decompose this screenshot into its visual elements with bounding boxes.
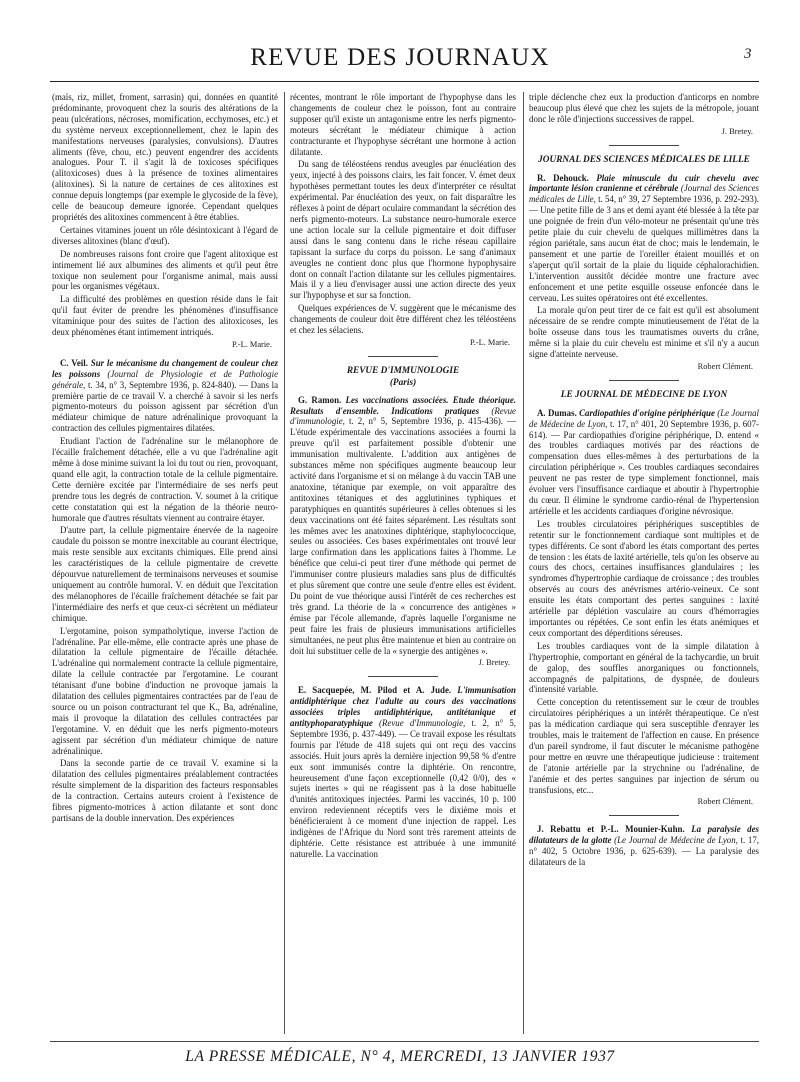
signature: P.-L. Marie.: [469, 337, 510, 347]
column-right: [529, 92, 759, 1037]
article-body: t. 2, n° 5, Septembre 1936, p. 437-449). — Ce travail expose les résultats fournis par l'étude de 418 sujets qui ont reçu des vaccins associés. Huit jours après la dernière injection 99,58 % d'entre eux sont immunisés contre la diphtérie. On rencontre, heureusement d'une façon exceptionnelle (0,42 0/0), des « sujets inertes » qui ne réagissent pas à la dose habituelle d'unités antitoxiques injectées. Parmi les vaccinés, 10 p. 100 environ redeviennent réceptifs vers le dixième mois et bénéficieraient à ce moment d'une injection de rappel. Les indigènes de l'Afrique du Nord sont très rarement atteints de diphtérie. Cette résistance est attribuée à une immunité naturelle. La vaccination: [290, 718, 516, 859]
paragraph: Cette conception du retentissement sur le cœur de troubles circulatoires périphériques a un intérêt thérapeutique. Ce n'est pas la médication cardiaque qui sera susceptible d'enrayer les troubles, mais le traitement de l'affection en cause. En présence d'un pareil syndrome, il faut discuter le mécanisme pathogène pour mettre en œuvre une thérapeutique judicieuse : traitement de l'atonie artérielle par la strychnine ou l'adrénaline, de l'anémie et des pertes sanguines par injection de sérum ou transfusions, etc...: [529, 697, 759, 795]
article-reference: (Le Journal de Médecine de Lyon,: [529, 407, 759, 429]
section-subheading: (Paris): [389, 377, 417, 388]
article-author: C. Veil.: [60, 357, 88, 368]
signature: J. Bretey.: [478, 658, 510, 668]
article-reference: (Journal de Physiologie et de Pathologie générale,: [52, 368, 278, 390]
section-rule: [609, 380, 679, 381]
article-veil: [52, 358, 278, 434]
article-author: A. Dumas.: [537, 407, 577, 418]
article-rebattu: [529, 824, 759, 868]
article-body: t. 17, n° 402, 5 Octobre 1936, p. 625-639). — La paralysie des dilatateurs de la: [529, 835, 759, 868]
paragraph: Les troubles cardiaques vont de la simple dilatation à l'hypertrophie, comportant en général de la tachycardie, un bruit de galop, des souffles anorganiques ou fonctionnels, accompagnés de palpitations, de dyspnée, de douleurs d'intensité variable.: [529, 640, 759, 695]
section-rule: [609, 145, 679, 146]
paragraph: La morale qu'on peut tirer de ce fait est qu'il est absolument nécessaire de se rendre compte minutieusement de l'état de la boîte osseuse dans tous les traumatismes ouverts du crâne, même si la plaie du cuir chevelu est minime et s'il n'y a aucun signe d'atteinte nerveuse.: [529, 305, 759, 360]
article-title: Sur le mécanisme du changement de couleur chez les poissons: [52, 357, 278, 379]
signature: Robert Clément.: [697, 797, 753, 807]
paragraph: Quelques expériences de V. suggèrent que le mécanisme des changements de couleur doit être différent chez les téléostéens et chez les sélaciens.: [290, 303, 516, 336]
article-title: L'immunisation antidiphtérique chez l'adulte au cours des vaccinations associées triples antidiphtérique, antitétanique et antityphoparatyphique: [290, 685, 516, 729]
column-divider-1: [284, 92, 285, 1034]
paragraph: triple déclenche chez eux la production d'anticorps en nombre beaucoup plus élevé que chez les sujets de la métropole, jouant donc le rôle d'injections successives de rappel.: [529, 92, 759, 124]
article-author: J. Rebattu et P.-L. Mounier-Kuhn.: [537, 824, 685, 835]
article-dumas: [529, 408, 759, 517]
section-heading: JOURNAL DES SCIENCES MÉDICALES DE LILLE: [538, 154, 750, 165]
article-body: t. 2, n° 5, Septembre 1936, p. 415-436). — L'étude expérimentale des vaccinations associées a fourni la preuve qu'il est parfaitement possible d'obtenir une immunisation multivalente. L'addition aux antigènes de substances même non spécifiques augmente beaucoup leur activité dans l'organisme et si on mélange à du vaccin TAB une anatoxine, tétanique par exemple, on voit apparaître des antitoxines tétaniques et des agglutinines typhiques et paratyphiques en quantités supérieures à celles obtenues si les deux vaccinations ont été faites séparément. Les résultats sont les mêmes avec les anatoxines diphtérique, staphylococcique, seules ou associées. Ces bases expérimentales ont trouvé leur large confirmation dans les applications faites à l'homme. Le bénéfice que celui-ci peut tirer d'une méthode qui permet de l'immuniser contre plusieurs maladies sans plus de difficultés et plus sûrement que contre une seule d'entre elles est évident. Du point de vue théorique aussi l'intérêt de ces recherches est très grand. La théorie de la « concurrence des antigènes » émise par l'école allemande, d'après laquelle l'organisme ne peut faire les frais de plusieurs immunisations artificielles simultanées, ne peut plus être maintenue et bien au contraire on doit lui substituer celle de la « synergie des antigènes ».: [290, 416, 516, 656]
article-dehouck: [529, 173, 759, 304]
footer-publication-line: LA PRESSE MÉDICALE, N° 4, MERCREDI, 13 JANVIER 1937: [185, 1048, 615, 1065]
running-title: REVUE DES JOURNAUX: [250, 44, 550, 71]
article-body: t. 17, n° 401, 20 Septembre 1936, p. 607-614). — Par cardiopathies d'origine périphérique, D. entend « des troubles cardiaques motivés par des réactions de compensation dues elles-mêmes à des perturbations de la circulation périphérique ». Ces troubles cardiaques secondaires peuvent ne pas rester de type simplement fonctionnel, mais évoluer vers l'insuffisance cardiaque et aboutir à l'hypertrophie du cœur. Il élimine le syndrome cardio-rénal de l'hypertension artérielle et les accidents cardiaques d'origine névrosique.: [529, 418, 759, 516]
article-title: Cardiopathies d'origine périphérique: [579, 407, 715, 418]
signature: P.-L. Marie.: [231, 339, 272, 349]
footer-rule: [50, 1041, 759, 1042]
article-title: La paralysie des dilatateurs de la glotte: [529, 824, 759, 846]
article-title: Plaie minuscule du cuir chevelu avec importante lésion cranienne et cérébrale: [529, 172, 759, 194]
paragraph: Dans la seconde partie de ce travail V. examine si la dilatation des cellules pigmentaires préalablement contractées résulte simplement de la disparition des facteurs responsables de la contraction. Certains auteurs croient à l'existence de fibres pigmento-motrices à action dilatante et sont donc partisans de la double innervation. Des expériences: [52, 758, 278, 823]
article-reference: (Revue d'Immunologie,: [379, 718, 466, 729]
section-rule: [609, 815, 679, 816]
paragraph: D'autre part, la cellule pigmentaire énervée de la nageoire caudale du poisson se montre inexcitable au courant électrique, mais reste sensible aux excitants chimiques. Elle prend ainsi les caractéristiques de la cellule pigmentaire de crevette dépourvue naturellement de terminaisons nerveuses et soumise uniquement au contrôle humoral. V. en déduit que l'excitation des mélanophores de l'écaille fraîchement détachée se fait par l'intermédiaire des nerfs et que ceux-ci sécrètent un médiateur chimique.: [52, 525, 278, 623]
column-middle: [290, 92, 516, 1037]
article-reference: (Le Journal de Médecine de Lyon,: [614, 835, 738, 846]
column-divider-2: [523, 92, 524, 1034]
column-left: [52, 92, 278, 1037]
paragraph: L'ergotamine, poison sympatholytique, inverse l'action de l'adrénaline. Par elle-même, elle contracte après une phase de dilatation la cellule pigmentaire de l'écaille détachée. L'adrénaline qui normalement contracte la cellule pigmentaire, dilate la cellule contractée par l'ergotamine. Le courant tétanisant d'une bobine d'induction ne provoque jamais la dilatation des cellules pigmentaires contractées par de l'eau de source ou un poison contracturant tel que K., Ba, adrénaline, mais il provoque la dilatation des cellules contractées par l'ergotamine. V. en déduit que les nerfs pigmento-moteurs agissent par sécrétion d'un médiateur chimique de nature adrénalinique.: [52, 625, 278, 756]
paragraph: Certaines vitamines jouent un rôle désintoxicant à l'égard de diverses alitoxines (blanc d'œuf).: [52, 224, 278, 246]
article-reference: (Revue d'immunologie,: [290, 405, 516, 427]
section-rule: [368, 356, 438, 357]
page-number: 3: [744, 46, 752, 62]
article-title: Les vaccinations associées. Etude théorique. Resultats d'ensemble. Indications pratiques: [290, 394, 516, 416]
article-sacquepee: [290, 685, 516, 860]
article-author: G. Ramon.: [298, 394, 342, 405]
article-reference: (Journal des Sciences médicales de Lille,: [529, 183, 759, 205]
paragraph: Du sang de téléostéens rendus aveugles par énucléation des yeux, injecté à des poissons clairs, les fait foncer. V. émet deux hypothèses permettant toutes les deux d'interpréter ce résultat expérimental. Par énucléation des yeux, on fait disparaître les réflexes à point de départ oculaire commandant la sécrétion des nerfs pigmento-moteurs. La substance neuro-humorale exerce une action locale sur la cellule pigmentaire et doit diffuser aussi dans le sang contenu dans le riche réseau capillaire tapissant la surface du corps du poisson. Le sang d'animaux aveugles ne contient donc plus que l'hormone hypophysaire dont on connaît l'action dilatante sur les cellules pigmentaires. Mais il y a lieu d'envisager aussi une action directe des yeux sur l'hypophyse et sur sa fonction.: [290, 159, 516, 301]
article-body: t. 54, n° 39, 27 Septembre 1936, p. 292-293). — Une petite fille de 3 ans et demi ayant été blessée à la tête par une poignée de frein d'un vélo-moteur ne présentait qu'une très petite plaie du cuir chevelu de quelques millimètres dans la région pariétale, sans aucun état de choc; mais le lendemain, le pansement et une partie de l'oreiller étaient mouillés et on s'aperçut qu'il sortait de la plaie du liquide céphalorachidien. L'intervention aussitôt décidée montre une fracture avec enfoncement et une petite esquille osseuse enfoncée dans le cerveau. Les suites opératoires ont été excellentes.: [529, 194, 759, 303]
signature: Robert Clément.: [697, 361, 753, 371]
article-body: t. 34, n° 3, Septembre 1936, p. 824-840). — Dans la première partie de ce travail V. a cherché à savoir si les nerfs pigmento-moteurs du poisson agissent par sécrétion d'un médiateur chimique de nature adrénalinique provoquant la contraction des cellules pigmentaires dilatées.: [52, 379, 278, 434]
paragraph: La difficulté des problèmes en question réside dans le fait qu'il faut éviter de prendre les phénomènes d'insuffisance vitaminique pour des suites de l'action des alitoxicoses, les deux phénomènes étant intimement intriqués.: [52, 294, 278, 338]
paragraph: récentes, montrant le rôle important de l'hypophyse dans les changements de couleur chez le poisson, font au contraire supposer qu'il existe un antagonisme entre les nerfs pigmento-moteurs sécrétant le médiateur chimique à action contracturante et l'hypophyse sécrétant une hormone à action dilatante.: [290, 92, 516, 157]
article-author: R. Dehouck.: [537, 172, 589, 183]
article-ramon: [290, 395, 516, 657]
section-heading: REVUE D'IMMUNOLOGIE: [346, 365, 460, 376]
header-rule: [50, 81, 759, 82]
article-author: E. Sacquepée, M. Pilod et A. Jude.: [298, 685, 452, 696]
section-rule: [368, 676, 438, 677]
paragraph: Les troubles circulatoires périphériques susceptibles de retentir sur le fonctionnement cardiaque sont multiples et de types différents. Ce sont d'abord les états comportant des pertes de tension : les états de laxité artérielle, tels qu'on les observe au cours des chocs, certaines insuffisances glandulaires ; les syndromes d'hypertrophie cardiaque de croissance ; des troubles observés au cours des anévrismes artério-veineux. Ce sont ensuite les états comportant des pertes sanguines : laxité artérielle par déplétion vasculaire au cours d'hémorragies importantes ou répétées. Ce sont enfin les états anémiques et ceux comportant des déperditions séreuses.: [529, 518, 759, 638]
paragraph: (maïs, riz, millet, froment, sarrasin) qui, données en quantité prédominante, provoquent chez la souris des altérations de la peau (ulcérations, nécroses, momification, ecchymoses, etc.) et du système nerveux exceptionnellement, chez le lapin des manifestations nerveuses (paralysies, convulsions). D'autres aliments (fève, chou, etc.) peuvent engendrer des accidents analogues. Pour T. il s'agit là de toxicoses spécifiques (alitoxicoses) dues à la présence de toxines alimentaires (alitoxines). Si la nature de certaines de ces alitoxines est connue depuis longtemps (par exemple le glycoside de la fève), celle de beaucoup demeure ignorée. Cependant quelques propriétés des alitoxines commencent à être établies.: [52, 92, 278, 222]
paragraph: Etudiant l'action de l'adrénaline sur le mélanophore de l'écaille fraîchement détachée, elle a vu que l'adrénaline agit même à dose minime suivant la loi du tout ou rien, provoquant, quand elle agit, la contraction totale de la cellule pigmentaire. Cette dernière excitée par l'intermédiaire de ses nerfs peut prendre tous les degrés de contraction. V. soumet à la critique cette constatation qui est la négation de la théorie neuro-humorale que d'autres résultats viennent au contraire étayer.: [52, 436, 278, 523]
paragraph: De nombreuses raisons font croire que l'agent alitoxique est intimement lié aux albumines des aliments et qu'il peut être toxique non seulement pour l'organisme animal, mais aussi pour les organismes végétaux.: [52, 248, 278, 292]
section-heading: LE JOURNAL DE MÉDECINE DE LYON: [560, 389, 728, 400]
signature: J. Bretey.: [721, 126, 753, 136]
